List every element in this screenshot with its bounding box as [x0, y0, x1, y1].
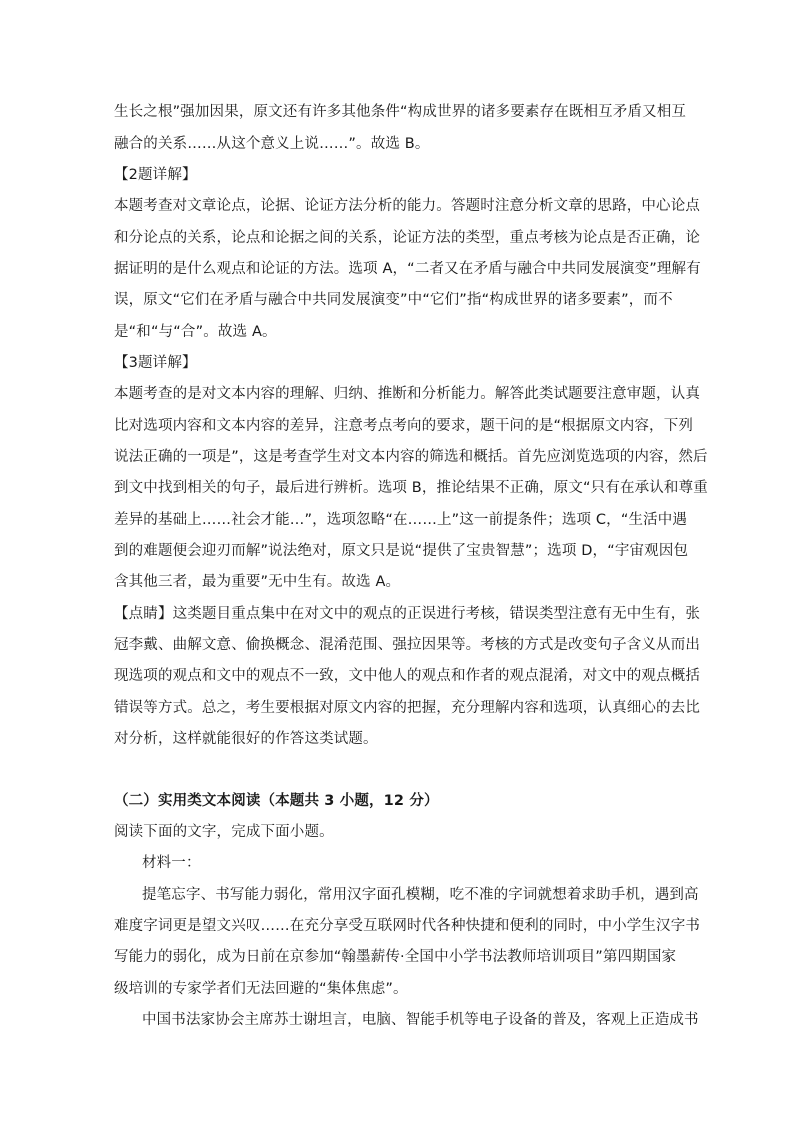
- text-line: 本题考查对文章论点，论据、论证方法分析的能力。答题时注意分析文章的思路，中心论点: [114, 198, 700, 214]
- text-line: 提笔忘字、书写能力弱化，常用汉字面孔模糊，吃不准的字词就想着求助手机，遇到高: [142, 887, 699, 903]
- text-line: 写能力的弱化，成为日前在京参加“翰墨薪传·全国中小学书法教师培训项目”第四期国家: [114, 949, 677, 965]
- instruction-line: 阅读下面的文字，完成下面小题。: [114, 824, 334, 840]
- text-line: 对分析，这样就能很好的作答这类试题。: [114, 731, 378, 747]
- text-line: 和分论点的关系，论点和论据之间的关系，论证方法的类型，重点考核为论点是否正确，论: [114, 230, 700, 246]
- text-line: 本题考查的是对文本内容的理解、归纳、推断和分析能力。解答此类试题要注意审题，认真: [114, 386, 700, 402]
- section-title: （二）实用类文本阅读（本题共 3 小题，12 分）: [114, 793, 439, 809]
- text-line: 中国书法家协会主席苏士谢坦言，电脑、智能手机等电子设备的普及，客观上正造成书: [142, 1012, 699, 1028]
- text-line: 含其他三者，最为重要”无中生有。故选 A。: [114, 574, 401, 590]
- text-line: 到的难题便会迎刃而解”说法绝对，原文只是说“提供了宝贵智慧”；选项 D，“宇宙观因包: [114, 543, 689, 559]
- text-line: 到文中找到相关的句子，最后进行辨析。选项 B，推论结果不正确，原文“只有在承认和尊重: [114, 480, 708, 496]
- text-line: 是“和“与“合”。故选 A。: [114, 324, 277, 340]
- text-line: 融合的关系……从这个意义上说……”。故选 B。: [114, 136, 430, 152]
- text-line: 生长之根”强加因果，原文还有许多其他条件“构成世界的诸多要素存在既相互矛盾又相互: [114, 104, 687, 120]
- text-line: 错误等方式。总之，考生要根据对原文内容的把握，充分理解内容和选项，认真细心的去比: [114, 700, 700, 716]
- text-line: 难度字词更是望文兴叹……在充分享受互联网时代各种快捷和便利的同时，中小学生汉字书: [114, 918, 700, 934]
- material-label: 材料一：: [142, 855, 201, 871]
- text-line: 说法正确的一项是”，这是考查学生对文本内容的筛选和概括。首先应浏览选项的内容，然后: [114, 449, 708, 465]
- text-line: 现选项的观点和文中的观点不一致，文中他人的观点和作者的观点混淆，对文中的观点概括: [114, 668, 700, 684]
- section-heading: 【2题详解】: [114, 167, 197, 183]
- text-line: 冠李戴、曲解文意、偷换概念、混淆范围、强拉因果等。考核的方式是改变句子含义从而出: [114, 637, 700, 653]
- text-line: 比对选项内容和文本内容的差异，注意考点考向的要求，题干问的是“根据原文内容，下列: [114, 418, 694, 434]
- text-line: 级培训的专家学者们无法回避的“集体焦虑”。: [114, 981, 408, 997]
- section-heading: 【3题详解】: [114, 355, 197, 371]
- text-line: 【点睛】这类题目重点集中在对文中的观点的正误进行考核，错误类型注意有无中生有，张: [114, 606, 700, 622]
- text-line: 据证明的是什么观点和论证的方法。选项 A，“二者又在矛盾与融合中共同发展演变”理解有: [114, 261, 701, 277]
- text-line: 差异的基础上……社会才能…”，选项忽略“在……上”这一前提条件；选项 C，“生活中遇: [114, 512, 688, 528]
- text-line: 误，原文“它们在矛盾与融合中共同发展演变”中“它们”指“构成世界的诸多要素”，而不: [114, 292, 673, 308]
